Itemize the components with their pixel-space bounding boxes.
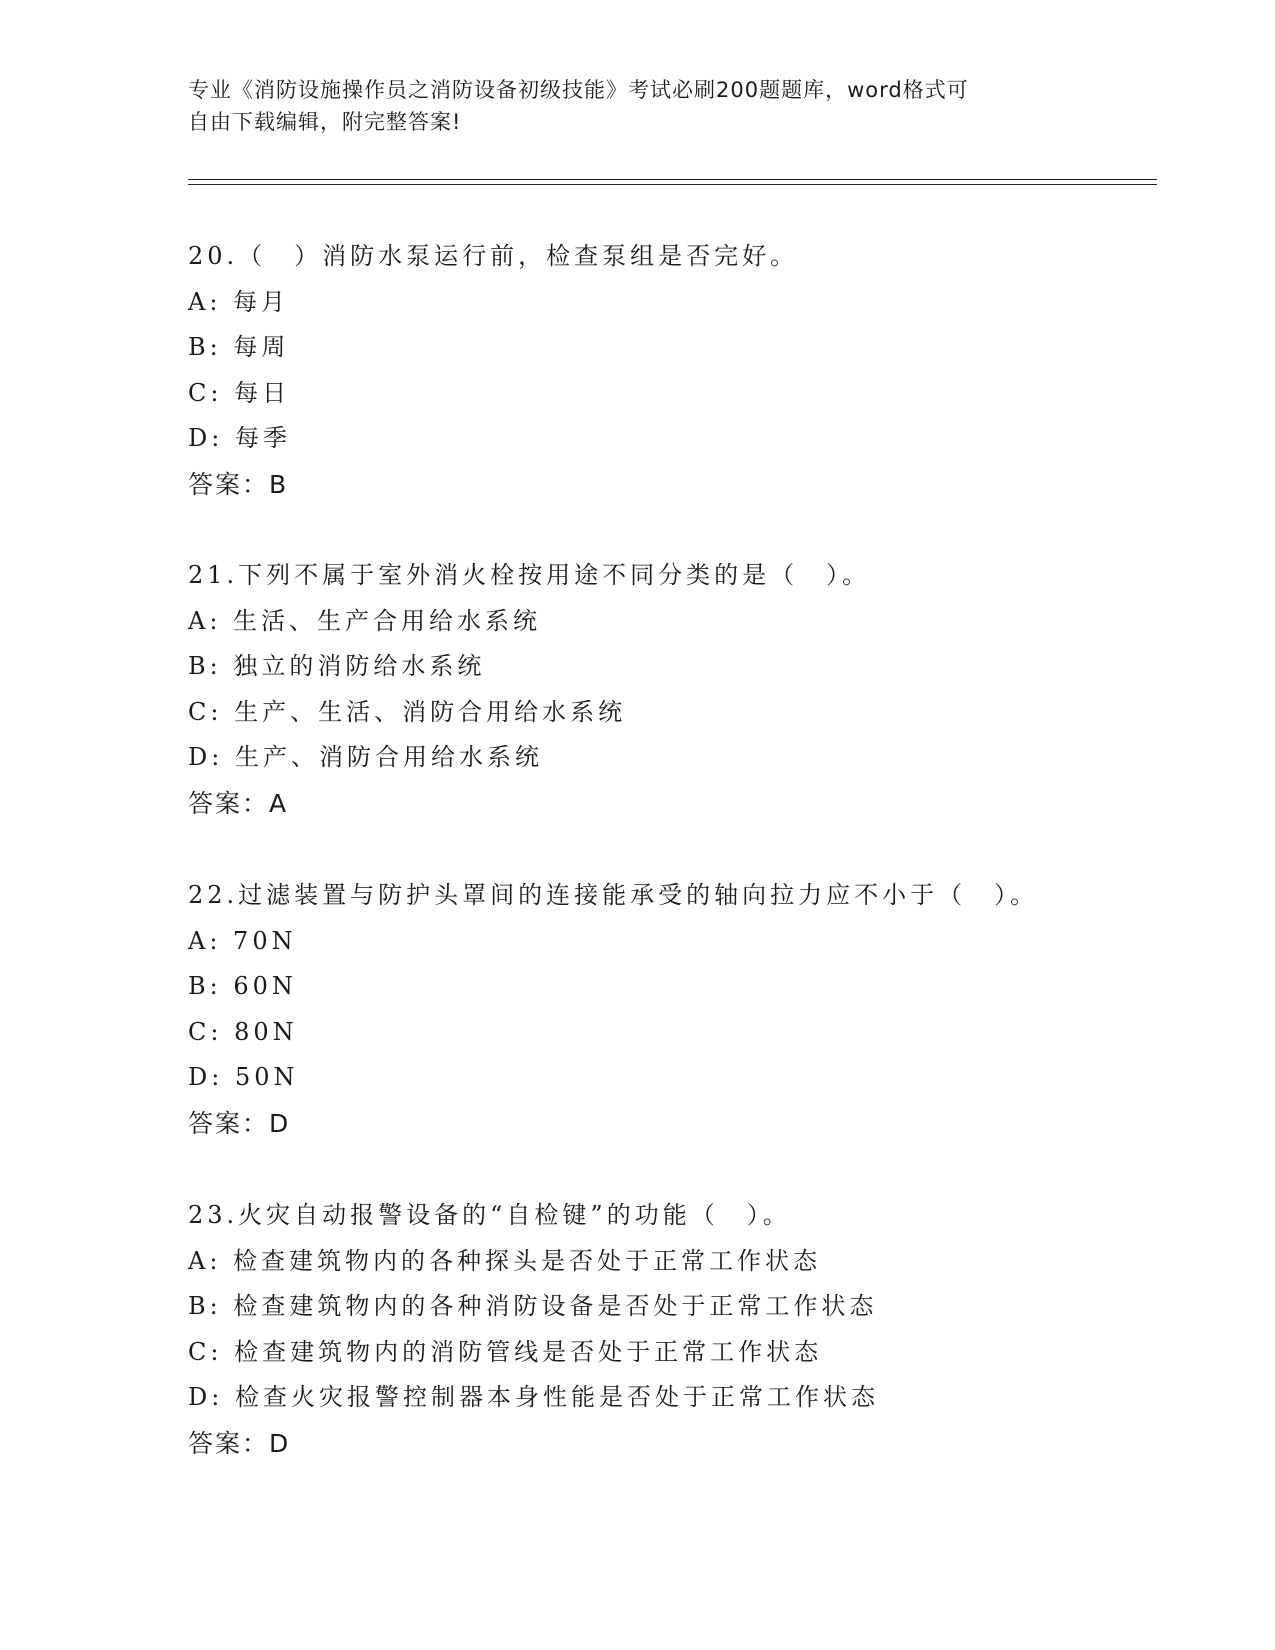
- option-c: C: 80N: [188, 1017, 298, 1046]
- answer-line: 答案：D: [188, 1108, 291, 1138]
- option-a: A: 每月: [188, 287, 290, 316]
- answer-line: 答案：D: [188, 1428, 291, 1458]
- question-21: [188, 553, 1168, 826]
- option-d: D: 检查火灾报警控制器本身性能是否处于正常工作状态: [188, 1383, 879, 1411]
- option-c: C: 生产、生活、消防合用给水系统: [188, 697, 627, 726]
- question-stem: 23.火灾自动报警设备的“自检键”的功能（ ）。: [188, 1201, 791, 1229]
- header-divider-top: [188, 179, 1157, 180]
- header-line-2: 自由下载编辑，附完整答案!: [188, 110, 462, 134]
- option-c: C: 每日: [188, 378, 291, 407]
- option-d: D: 50N: [188, 1063, 299, 1091]
- option-b: B: 独立的消防给水系统: [188, 652, 486, 680]
- option-d: D: 生产、消防合用给水系统: [188, 743, 543, 771]
- document-header: [188, 74, 1068, 138]
- question-22: [188, 873, 1168, 1146]
- question-20: [188, 234, 1168, 507]
- question-stem: 22.过滤装置与防护头罩间的连接能承受的轴向拉力应不小于（ ）。: [188, 881, 1039, 909]
- answer-line: 答案：A: [188, 788, 289, 818]
- option-b: B: 每周: [188, 333, 290, 361]
- option-b: B: 60N: [188, 972, 297, 1000]
- header-divider-bottom: [188, 184, 1157, 185]
- header-line-1: 专业《消防设施操作员之消防设备初级技能》考试必刷200题题库，word格式可: [188, 78, 969, 102]
- answer-line: 答案：B: [188, 469, 289, 499]
- option-c: C: 检查建筑物内的消防管线是否处于正常工作状态: [188, 1337, 823, 1366]
- question-23: [188, 1193, 1168, 1466]
- option-b: B: 检查建筑物内的各种消防设备是否处于正常工作状态: [188, 1292, 878, 1320]
- option-a: A: 生活、生产合用给水系统: [188, 606, 542, 635]
- question-stem: 21.下列不属于室外消火栓按用途不同分类的是（ ）。: [188, 561, 871, 589]
- option-a: A: 70N: [188, 926, 297, 955]
- option-d: D: 每季: [188, 424, 291, 452]
- question-stem: 20.（ ）消防水泵运行前，检查泵组是否完好。: [188, 242, 799, 270]
- option-a: A: 检查建筑物内的各种探头是否处于正常工作状态: [188, 1246, 822, 1275]
